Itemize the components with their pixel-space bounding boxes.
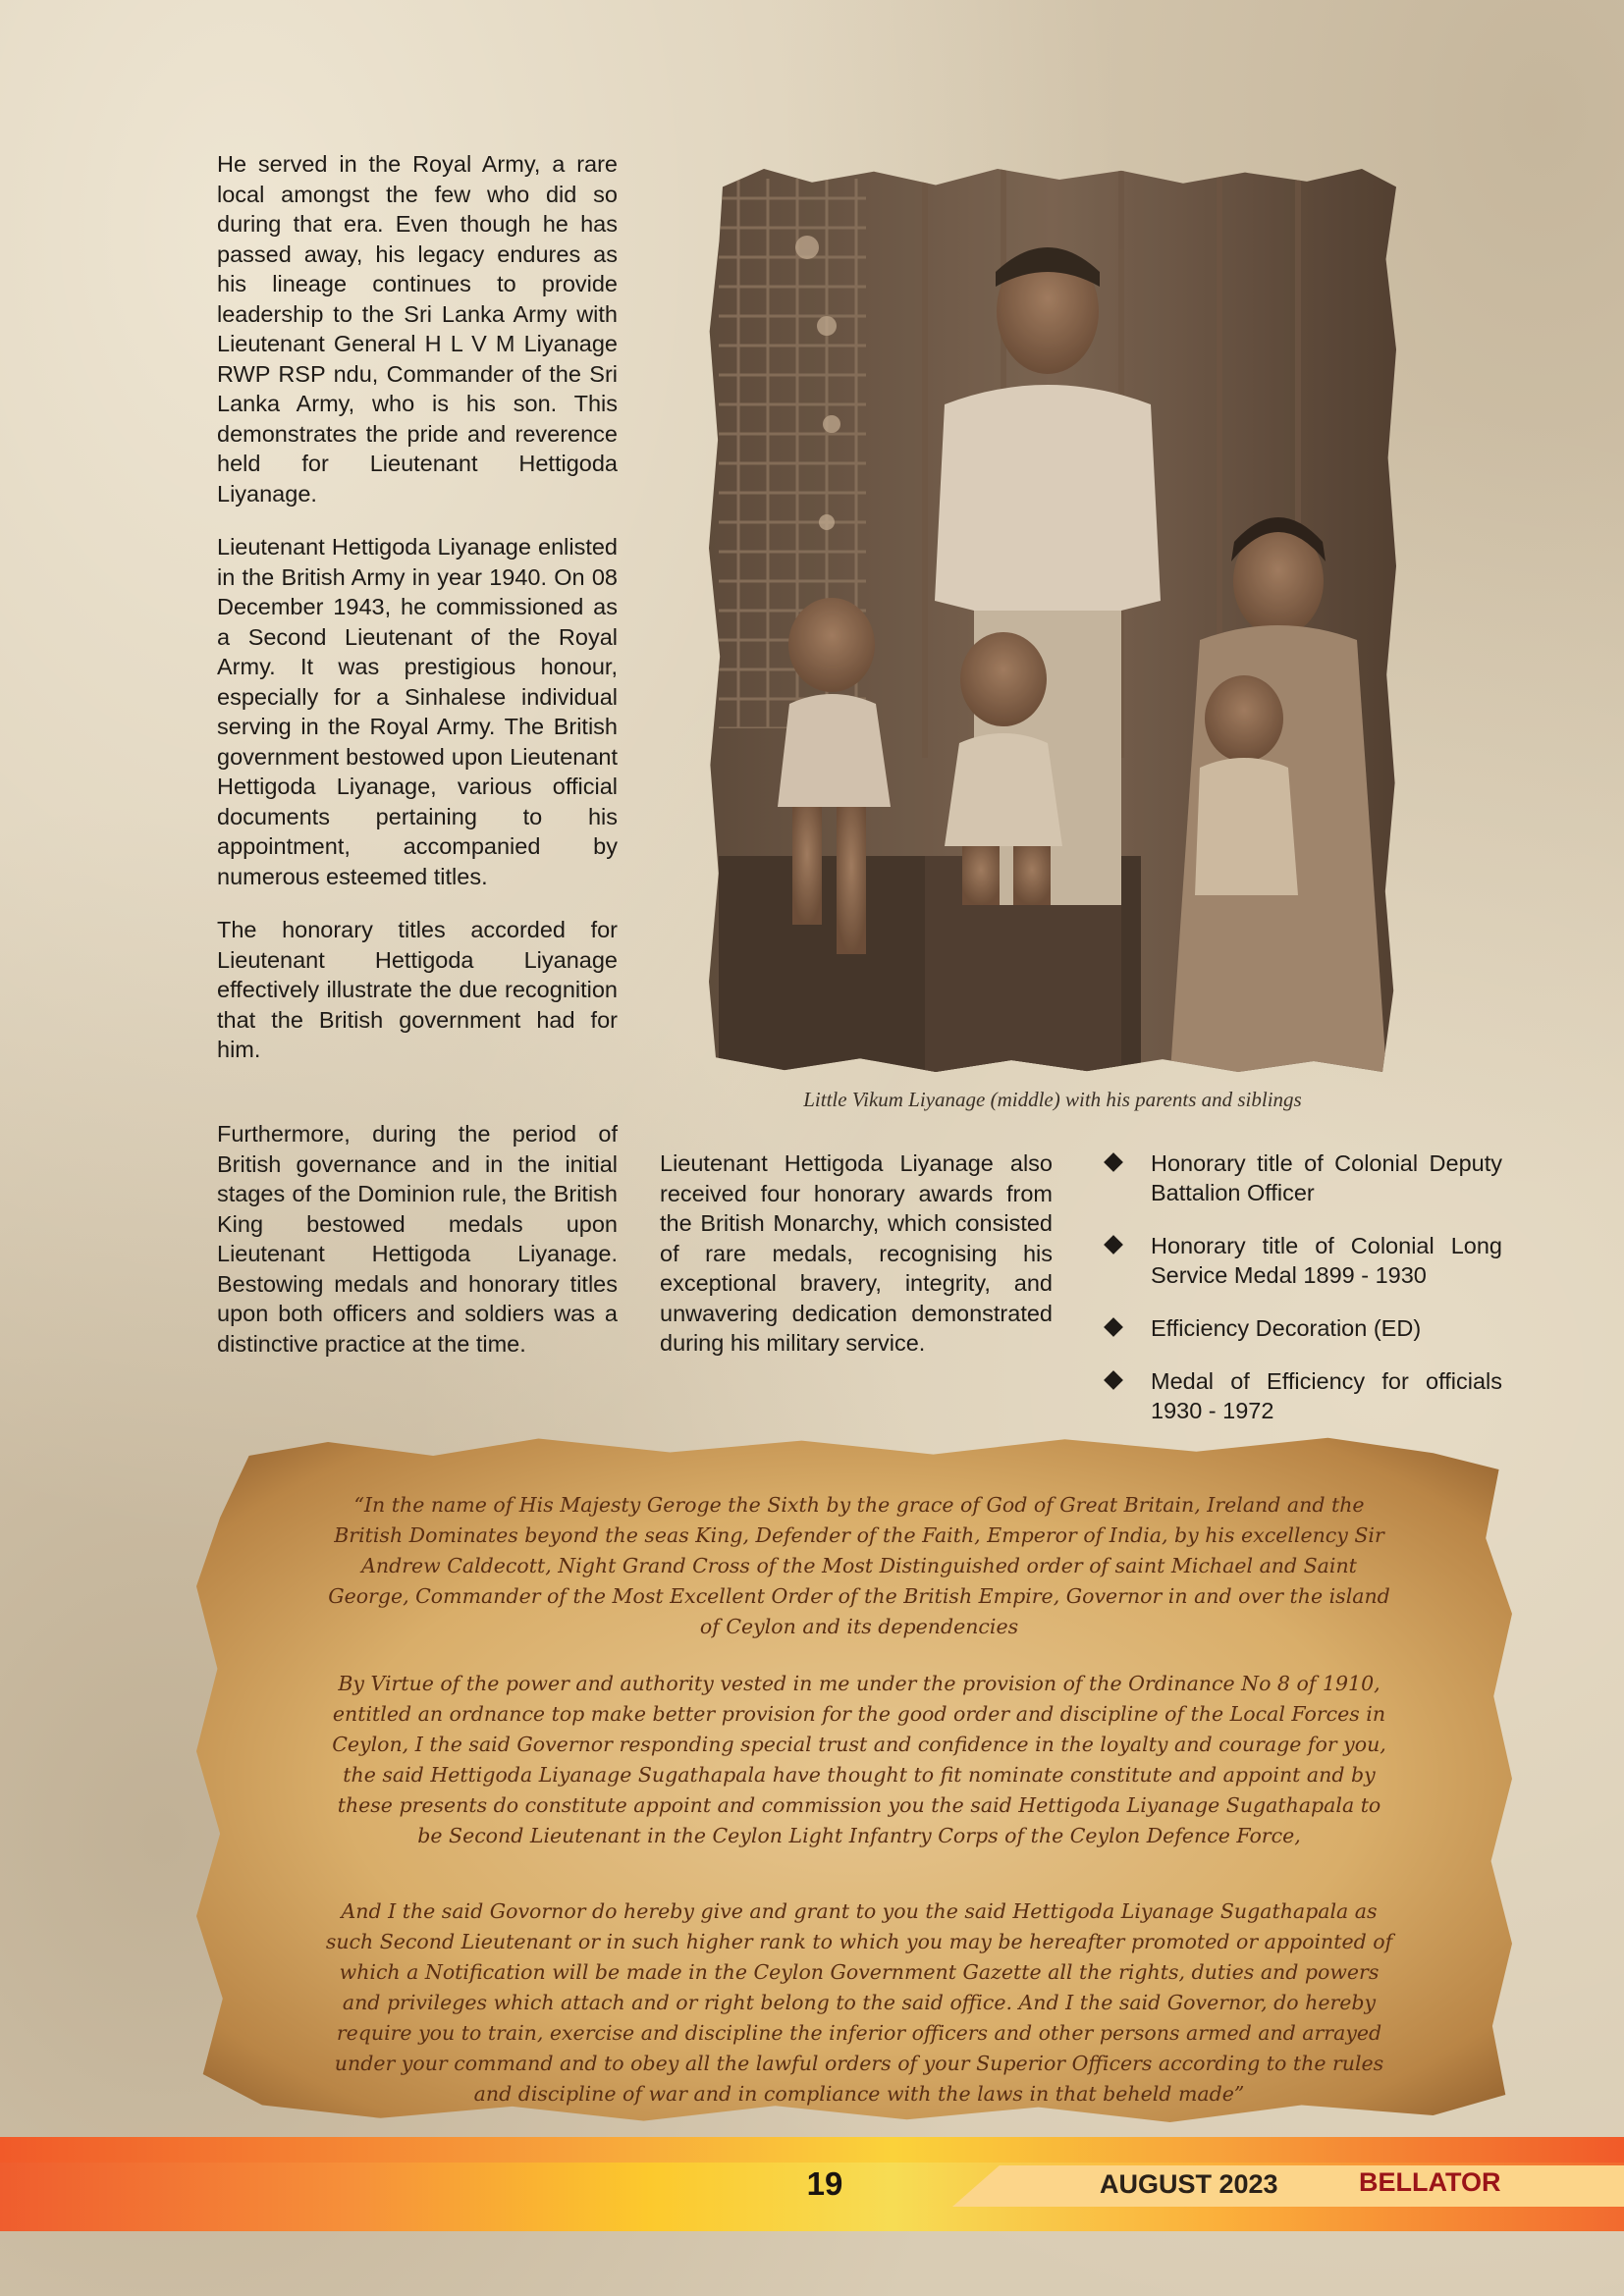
honours-list-item: [1105, 1231, 1502, 1290]
honour-label: Efficiency Decoration (ED): [1151, 1315, 1422, 1341]
diamond-bullet-icon: [1104, 1152, 1123, 1172]
page-number: 19: [806, 2165, 843, 2202]
article-paragraph: Lieutenant Hettigoda Liyanage enlisted in the British Army in year 1940. On 08 December 1943, he commissioned as a Second Lieutenant of the Royal Army. It was prestigious honour, especially for a Sinhalese individual serving in the Royal Army. The British government bestowed upon Lieutenant Hettigoda Liyanage, various official documents pertaining to his appointment, accompanied by numerous esteemed titles.: [217, 534, 618, 889]
commission-paragraph: By Virtue of the power and authority vested in me under the provision of the Ordinance No 8 of 1910, entitled an ordnance top make better provision for the good order and discipline of the Local Forces in Ceylon, I the said Governor responding special trust and confidence in the loyalty and courage for you, the said Hettigoda Liyanage Sugathapala have thought to fit nominate constitute and appoint and by these presents do constitute appoint and commission you the said Hettigoda Liyanage Sugathapala to be Second Lieutenant in the Ceylon Light Infantry Corps of the Ceylon Defence Force,: [332, 1672, 1386, 1847]
footer-stripe: [0, 2137, 1624, 2163]
family-photo-image: [709, 169, 1396, 1072]
article-column-1: [217, 149, 618, 1089]
article-paragraph: Furthermore, during the period of British governance and in the initial stages of the Dominion rule, the British King bestowed medals upon Lieutenant Hettigoda Liyanage. Bestowing medals and honorary titles upon both officers and soldiers was a distinctive practice at the time.: [217, 1121, 618, 1357]
honour-label: Honorary title of Colonial Deputy Battalion Officer: [1151, 1150, 1502, 1205]
footer-band: [952, 2165, 1624, 2207]
diamond-bullet-icon: [1104, 1317, 1123, 1337]
magazine-name: BELLATOR: [1359, 2167, 1501, 2197]
article-column-1-continued: [217, 1119, 618, 1382]
article-paragraph: He served in the Royal Army, a rare local amongst the few who did so during that era. Even though he has passed away, his legacy endures as his lineage continues to provide leadership to the Sri Lanka Army with Lieutenant General H L V M Liyanage RWP RSP ndu, Commander of the Sri Lanka Army, who is his son. This demonstrates the pride and reverence held for Lieutenant Hettigoda Liyanage.: [217, 151, 618, 507]
honours-list: [1105, 1148, 1502, 1449]
photo-caption: Little Vikum Liyanage (middle) with his parents and siblings: [803, 1088, 1302, 1111]
honours-list-item: [1105, 1148, 1502, 1207]
commission-paragraph: “In the name of His Majesty Geroge the Sixth by the grace of God of Great Britain, Ireland and the British Dominates beyond the seas King, Defender of the Faith, Emperor of India, by his excellency Sir Andrew Caldecott, Night Grand Cross of the Most Distinguished order of saint Michael and Saint George, Commander of the Most Excellent Order of the British Empire, Governor in and over the island of Ceylon and its dependencies: [328, 1493, 1390, 1638]
diamond-bullet-icon: [1104, 1235, 1123, 1255]
article-column-2: [660, 1148, 1053, 1382]
honour-label: Honorary title of Colonial Long Service Medal 1899 - 1930: [1151, 1233, 1502, 1288]
commission-paragraph: And I the said Govornor do hereby give and grant to you the said Hettigoda Liyanage Sugathapala as such Second Lieutenant or in such higher rank to which you may be hereafter promoted or appointed of which a Notification will be made in the Ceylon Government Gazette all the rights, duties and powers and privileges which attach and or right belong to the said office. And I the said Governor, do hereby require you to train, exercise and discipline the inferior officers and other persons armed and arrayed under your command and to obey all the lawful orders of your Superior Officers according to the rules and discipline of war and in compliance with the laws in that beheld made”: [325, 1899, 1393, 2106]
article-paragraph: The honorary titles accorded for Lieutenant Hettigoda Liyanage effectively illustrate the due recognition that the British government had for him.: [217, 917, 618, 1062]
honours-list-item: [1105, 1313, 1502, 1343]
honour-label: Medal of Efficiency for officials 1930 - 1972: [1151, 1368, 1502, 1423]
honours-list-item: [1105, 1366, 1502, 1425]
family-photo: [709, 169, 1396, 1072]
issue-date: AUGUST 2023: [1100, 2169, 1278, 2199]
diamond-bullet-icon: [1104, 1370, 1123, 1390]
article-paragraph: Lieutenant Hettigoda Liyanage also received four honorary awards from the British Monarchy, which consisted of rare medals, recognising his exceptional bravery, integrity, and unwavering dedication demonstrated during his military service.: [660, 1150, 1053, 1356]
